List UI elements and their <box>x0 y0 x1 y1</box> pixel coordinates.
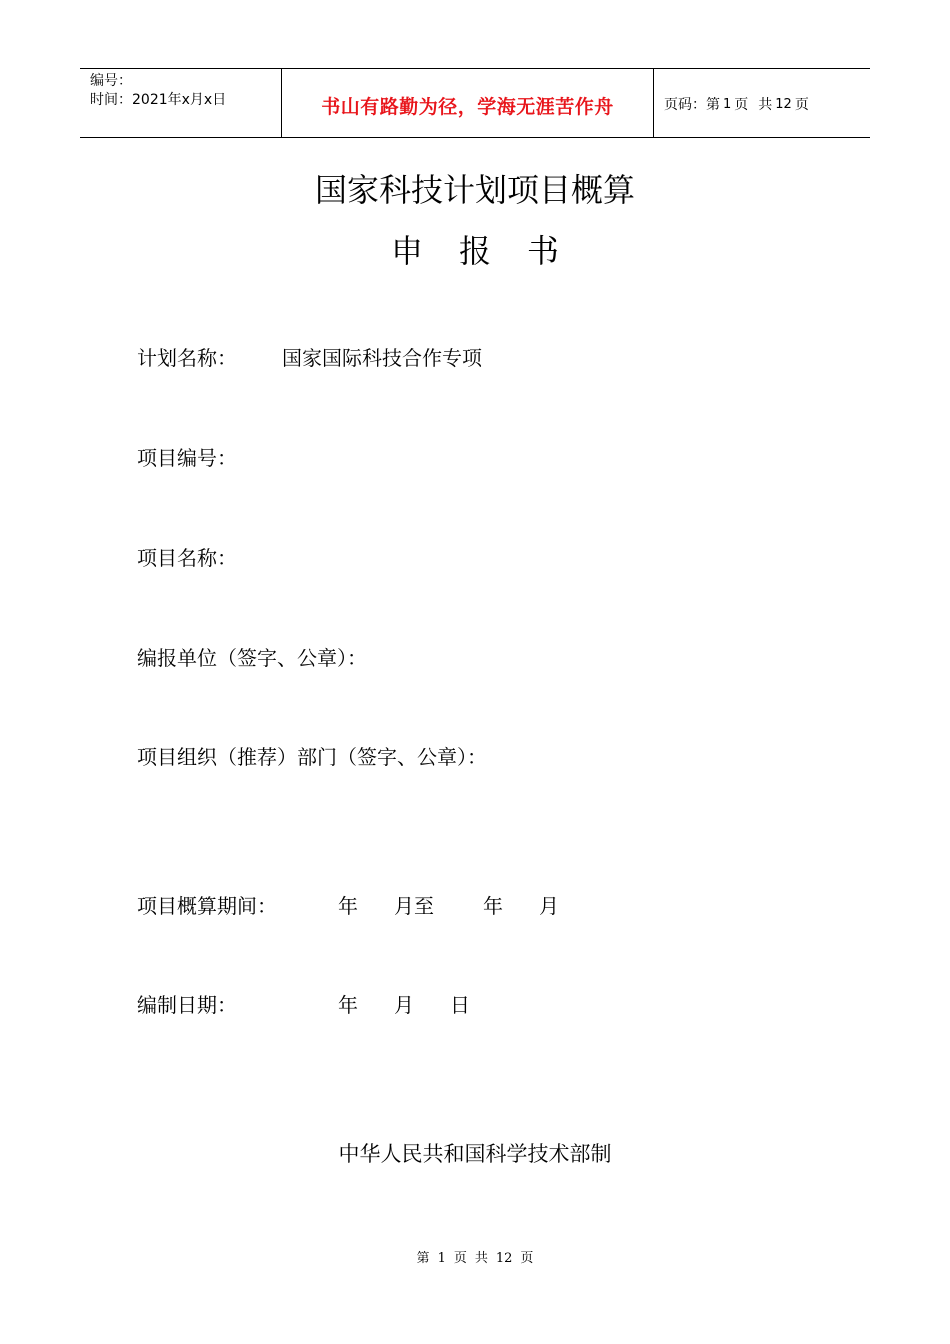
footer-page: 1 <box>437 1251 446 1266</box>
budget-period-end-month: 月 <box>539 894 559 918</box>
plan-name-value: 国家国际科技合作专项 <box>282 346 482 370</box>
compile-date-row <box>137 989 470 1018</box>
header-page-total: 12 <box>775 96 792 112</box>
compile-date-day: 日 <box>450 993 470 1017</box>
footer-first: 第 <box>416 1251 430 1266</box>
plan-name-row <box>137 342 482 371</box>
project-name-row <box>137 542 237 571</box>
project-number-label: 项目编号： <box>137 446 237 470</box>
budget-period-start-month: 月至 <box>394 894 434 918</box>
project-number-row <box>137 442 237 471</box>
org-dept-label: 项目组织（推荐）部门（签字、公章）： <box>137 745 487 769</box>
compile-date-year: 年 <box>338 993 358 1017</box>
header-page-label: 页码：第 <box>664 97 720 113</box>
reporting-unit-row <box>137 642 367 671</box>
org-dept-row <box>137 741 487 770</box>
document-title: 国家科技计划项目概算 <box>314 171 635 209</box>
footer-total-unit: 页 <box>520 1251 534 1266</box>
project-name-label: 项目名称： <box>137 546 237 570</box>
document-number-label: 编号： <box>90 73 132 89</box>
budget-period-end-year: 年 <box>483 894 503 918</box>
page-header <box>80 68 870 138</box>
budget-period-row <box>137 890 559 919</box>
page-footer <box>0 1247 950 1266</box>
document-time-label: 时间：2021年x月x日 <box>90 92 227 108</box>
header-page-info <box>654 69 870 137</box>
reporting-unit-label: 编报单位（签字、公章）： <box>137 646 367 670</box>
footer-total-label: 共 <box>474 1251 488 1266</box>
budget-period-start-year: 年 <box>338 894 358 918</box>
header-page-total-unit: 页 <box>794 97 809 113</box>
header-motto-cell <box>282 69 654 137</box>
header-page-unit: 页 <box>734 97 749 113</box>
header-page-current: 1 <box>723 96 732 112</box>
compile-date-label: 编制日期： <box>137 993 237 1017</box>
document-subtitle: 申报书 <box>390 232 595 270</box>
plan-name-label: 计划名称： <box>137 346 237 370</box>
budget-period-label: 项目概算期间： <box>137 894 277 918</box>
header-meta <box>80 69 282 137</box>
header-page-total-label: 共 <box>758 97 773 113</box>
header-motto: 书山有路勤为径，学海无涯苦作舟 <box>321 95 614 118</box>
issuer-text: 中华人民共和国科学技术部制 <box>338 1142 612 1166</box>
compile-date-month: 月 <box>394 993 414 1017</box>
footer-total: 12 <box>495 1251 513 1266</box>
footer-page-unit: 页 <box>453 1251 467 1266</box>
